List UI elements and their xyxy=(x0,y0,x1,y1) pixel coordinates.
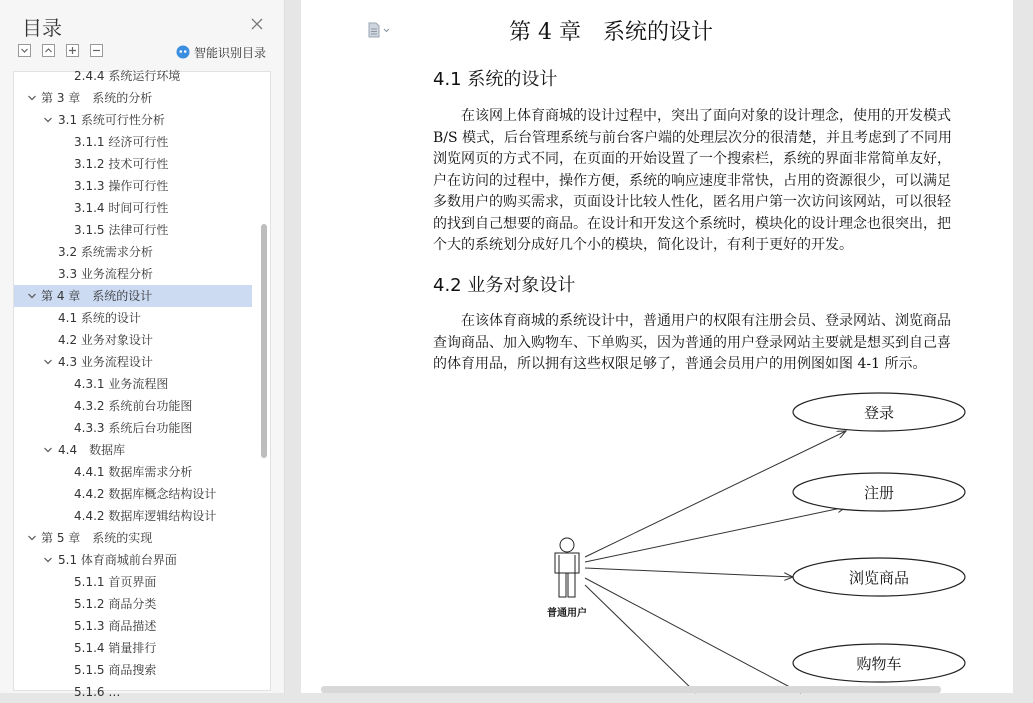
chevron-down-icon[interactable] xyxy=(43,555,53,565)
toc-item[interactable] xyxy=(14,131,252,153)
toc-item[interactable] xyxy=(14,87,252,109)
collapse-all-icon[interactable] xyxy=(18,44,31,57)
paragraph-line: 个大的系统划分成好几个小的模块，简化设计，有利于更好的开发。 xyxy=(433,237,853,253)
toc-item-label: 3.1.4 时间可行性 xyxy=(74,201,169,215)
toc-item[interactable] xyxy=(14,263,252,285)
toc-item-label: 5.1.3 商品描述 xyxy=(74,619,157,633)
smart-toc-label: 智能识别目录 xyxy=(194,45,267,60)
toc-item[interactable] xyxy=(14,373,252,395)
paragraph-line: 浏览网页的方式不同，在页面的开始设置了一个搜索栏，系统的界面非常简单友好， xyxy=(433,151,951,167)
toc-item[interactable] xyxy=(14,197,252,219)
toc-item[interactable] xyxy=(14,329,252,351)
chevron-down-icon[interactable] xyxy=(27,93,37,103)
paragraph-line: 多数用户的购买需求，页面设计比较人性化，匿名用户第一次访问该网站，可以很轻 xyxy=(433,194,951,210)
toc-item[interactable] xyxy=(14,681,252,703)
toc-scrollbar[interactable] xyxy=(260,72,268,690)
toc-item-label: 3.1.3 操作可行性 xyxy=(74,179,169,193)
toc-item-label: 4.1 系统的设计 xyxy=(58,311,141,325)
chevron-down-icon[interactable] xyxy=(27,533,37,543)
toc-item-label: 3.3 业务流程分析 xyxy=(58,267,153,281)
toc-item-label: 4.3.1 业务流程图 xyxy=(74,377,169,391)
toc-item-label: 第 5 章 系统的实现 xyxy=(41,531,153,545)
smart-toc-button[interactable] xyxy=(176,44,266,60)
toc-item-label: 3.1.1 经济可行性 xyxy=(74,135,169,149)
document-area xyxy=(285,0,1011,693)
section-title-4-1: 4.1 系统的设计 xyxy=(433,69,558,90)
toc-item[interactable] xyxy=(14,219,252,241)
chevron-down-icon[interactable] xyxy=(43,115,53,125)
document-page xyxy=(301,0,1013,693)
toc-item-label: 3.1.2 技术可行性 xyxy=(74,157,169,171)
actor-figure xyxy=(555,538,579,597)
toc-item[interactable] xyxy=(14,417,252,439)
toc-item[interactable] xyxy=(14,659,252,681)
toc-item[interactable] xyxy=(14,65,252,87)
toc-item[interactable] xyxy=(14,527,252,549)
section-4-2-body xyxy=(433,311,1033,376)
horizontal-scrollbar[interactable] xyxy=(321,686,941,693)
expand-all-icon[interactable] xyxy=(42,44,55,57)
paragraph-line: 在该网上体育商城的设计过程中，突出了面向对象的设计理念，使用的开发模式 xyxy=(433,108,951,124)
toc-item[interactable] xyxy=(14,153,252,175)
toc-item[interactable] xyxy=(14,593,252,615)
chevron-down-icon[interactable] xyxy=(27,291,37,301)
toc-item[interactable] xyxy=(14,395,252,417)
section-4-1-body xyxy=(433,106,1033,257)
paragraph-line: 查询商品、加入购物车、下单购买，因为普通的用户登录网站主要就是想买到自己喜 xyxy=(433,334,951,351)
toc-item[interactable] xyxy=(14,549,252,571)
association-line xyxy=(585,578,801,693)
use-case-browse-label: 浏览商品 xyxy=(848,569,910,587)
toc-item[interactable] xyxy=(14,285,252,307)
toc-item-label: 3.1.5 法律可行性 xyxy=(74,223,169,237)
toc-item-label: 5.1.6 … xyxy=(74,685,121,699)
use-case-login-label: 登录 xyxy=(863,404,895,422)
chevron-down-icon[interactable] xyxy=(43,445,53,455)
toc-item-label: 3.1 系统可行性分析 xyxy=(58,113,165,127)
toc-item-label: 4.4.1 数据库需求分析 xyxy=(74,465,193,479)
association-line xyxy=(585,568,793,577)
toc-item[interactable] xyxy=(14,439,252,461)
toc-item-label: 4.4.2 数据库逻辑结构设计 xyxy=(74,509,217,523)
toc-scrollbar-thumb[interactable] xyxy=(261,224,267,458)
association-line xyxy=(585,507,846,562)
toc-item[interactable] xyxy=(14,351,252,373)
actor-label: 普通用户 xyxy=(547,608,587,619)
toc-item[interactable] xyxy=(14,241,252,263)
toc-item-label: 4.4 数据库 xyxy=(58,443,126,457)
close-icon[interactable] xyxy=(247,14,267,34)
toc-item[interactable] xyxy=(14,637,252,659)
toc-item-label: 5.1 体育商城前台界面 xyxy=(58,553,177,567)
add-item-icon[interactable] xyxy=(66,44,79,57)
toc-item-label: 5.1.2 商品分类 xyxy=(74,597,157,611)
toc-item[interactable] xyxy=(14,109,252,131)
use-case-cart-label: 购物车 xyxy=(856,655,902,673)
toc-item-label: 5.1.5 商品搜索 xyxy=(74,663,157,677)
toc-item[interactable] xyxy=(14,175,252,197)
toc-item[interactable] xyxy=(14,505,252,527)
toc-list[interactable] xyxy=(13,69,271,699)
toc-item-label: 4.3 业务流程设计 xyxy=(58,355,153,369)
toc-item-label: 5.1.1 首页界面 xyxy=(74,575,157,589)
association-line xyxy=(585,585,696,693)
toc-item-label: 5.1.4 销量排行 xyxy=(74,641,157,655)
toc-item-label: 4.2 业务对象设计 xyxy=(58,333,153,347)
paragraph-line: 的找到自己想要的商品。在设计和开发这个系统时，模块化的设计理念也很突出，把 xyxy=(433,215,951,232)
use-case-diagram xyxy=(521,385,961,693)
toc-item-label: 3.2 系统需求分析 xyxy=(58,245,153,259)
toc-item[interactable] xyxy=(14,307,252,329)
toc-item-label: 2.4.4 系统运行环境 xyxy=(74,69,181,83)
ai-icon xyxy=(176,45,190,59)
use-case-register-label: 注册 xyxy=(863,484,895,502)
remove-item-icon[interactable] xyxy=(90,44,103,57)
paragraph-line: 在该体育商城的系统设计中，普通用户的权限有注册会员、登录网站、浏览商品 xyxy=(433,313,951,329)
toc-item[interactable] xyxy=(14,483,252,505)
paragraph-line: 的体育用品，所以拥有这些权限足够了，普通会员用户的用例图如图 4-1 所示。 xyxy=(433,356,927,372)
toc-item[interactable] xyxy=(14,615,252,637)
chapter-title: 第 4 章 系统的设计 xyxy=(509,20,713,45)
toc-item-label: 4.3.3 系统后台功能图 xyxy=(74,421,193,435)
toc-item-label: 第 4 章 系统的设计 xyxy=(41,289,153,303)
toc-item[interactable] xyxy=(14,571,252,593)
chevron-down-icon[interactable] xyxy=(43,357,53,367)
toc-item-label: 4.4.2 数据库概念结构设计 xyxy=(74,487,217,501)
toc-item-label: 第 3 章 系统的分析 xyxy=(41,91,153,105)
toc-title: 目录 xyxy=(22,16,62,40)
toc-item[interactable] xyxy=(14,461,252,483)
toc-panel xyxy=(0,0,285,699)
section-title-4-2: 4.2 业务对象设计 xyxy=(433,275,576,296)
paragraph-line: 户在访问的过程中，操作方便，系统的响应速度非常快，占用的资源很少，可以满足 xyxy=(433,172,951,189)
toc-item-label: 4.3.2 系统前台功能图 xyxy=(74,399,193,413)
paragraph-line: B/S 模式，后台管理系统与前台客户端的处理层次分的很清楚，并且考虑到了不同用 xyxy=(433,129,953,146)
